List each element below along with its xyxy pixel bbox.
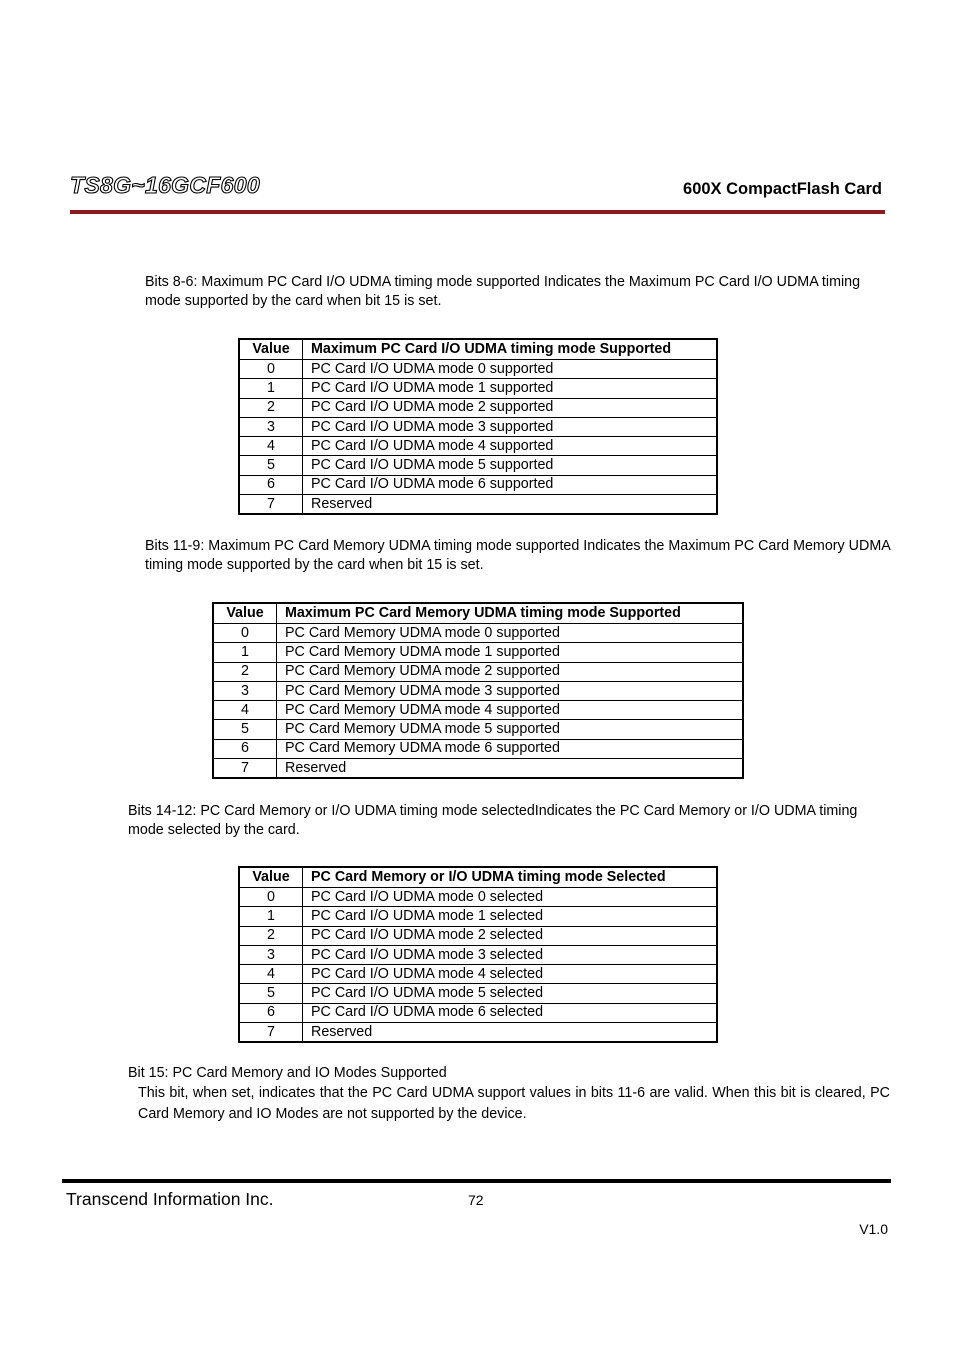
value-cell: 6 bbox=[239, 1003, 303, 1022]
table-row bbox=[239, 475, 717, 494]
value-cell: 1 bbox=[239, 907, 303, 926]
table-row bbox=[239, 1003, 717, 1022]
value-cell: 3 bbox=[239, 945, 303, 964]
value-column-header: Value bbox=[213, 603, 277, 624]
value-cell: 0 bbox=[239, 360, 303, 379]
mode-cell: PC Card I/O UDMA mode 3 selected bbox=[303, 945, 718, 964]
bits-8-6-description: Bits 8-6: Maximum PC Card I/O UDMA timing mode supported Indicates the Maximum PC Card I/O UDMA timing mode supported by the card when bit 15 is set. bbox=[145, 274, 861, 309]
bits-11-9-description: Bits 11-9: Maximum PC Card Memory UDMA timing mode supported Indicates the Maximum PC Card Memory UDMA timing mode supported by the card when bit 15 is set. bbox=[145, 538, 890, 573]
mode-column-header: Maximum PC Card Memory UDMA timing mode Supported bbox=[277, 603, 744, 624]
value-cell: 4 bbox=[239, 965, 303, 984]
table-row bbox=[213, 662, 743, 681]
mode-cell: PC Card Memory UDMA mode 4 supported bbox=[277, 701, 744, 720]
mode-cell: PC Card I/O UDMA mode 5 supported bbox=[303, 456, 718, 475]
table-row bbox=[213, 624, 743, 643]
mode-column-header: PC Card Memory or I/O UDMA timing mode Selected bbox=[303, 867, 718, 888]
mode-cell: PC Card I/O UDMA mode 0 supported bbox=[303, 360, 718, 379]
value-cell: 5 bbox=[239, 456, 303, 475]
value-cell: 0 bbox=[239, 888, 303, 907]
table-row bbox=[239, 360, 717, 379]
udma-selected-table bbox=[238, 866, 718, 1043]
mode-cell: PC Card I/O UDMA mode 1 selected bbox=[303, 907, 718, 926]
value-column-header: Value bbox=[239, 339, 303, 360]
value-cell: 2 bbox=[239, 398, 303, 417]
mode-cell: PC Card I/O UDMA mode 1 supported bbox=[303, 379, 718, 398]
mode-cell: PC Card I/O UDMA mode 2 selected bbox=[303, 926, 718, 945]
header-divider bbox=[70, 210, 885, 214]
mode-cell: PC Card I/O UDMA mode 0 selected bbox=[303, 888, 718, 907]
value-cell: 0 bbox=[213, 624, 277, 643]
table-row bbox=[239, 398, 717, 417]
bit-15-title: Bit 15: PC Card Memory and IO Modes Supported bbox=[128, 1065, 447, 1081]
value-cell: 3 bbox=[239, 417, 303, 436]
bit-15-body: This bit, when set, indicates that the PC Card UDMA support values in bits 11-6 are valid. When this bit is cleared, PC Card Memory and IO Modes are not supported by the device. bbox=[138, 1085, 890, 1122]
mode-cell: Reserved bbox=[303, 495, 718, 515]
value-cell: 3 bbox=[213, 681, 277, 700]
table-header-row bbox=[239, 867, 717, 888]
table-row bbox=[213, 720, 743, 739]
value-cell: 1 bbox=[213, 643, 277, 662]
mode-cell: PC Card Memory UDMA mode 6 supported bbox=[277, 739, 744, 758]
table-row bbox=[213, 739, 743, 758]
mode-cell: PC Card Memory UDMA mode 0 supported bbox=[277, 624, 744, 643]
product-subtitle: 600X CompactFlash Card bbox=[683, 180, 882, 198]
value-cell: 7 bbox=[239, 495, 303, 515]
mode-column-header: Maximum PC Card I/O UDMA timing mode Supported bbox=[303, 339, 718, 360]
value-cell: 2 bbox=[213, 662, 277, 681]
value-cell: 7 bbox=[213, 759, 277, 779]
table-row bbox=[239, 984, 717, 1003]
mode-cell: PC Card I/O UDMA mode 6 selected bbox=[303, 1003, 718, 1022]
table-row bbox=[213, 759, 743, 779]
bits-14-12-description: Bits 14-12: PC Card Memory or I/O UDMA timing mode selectedIndicates the PC Card Memory or I/O UDMA timing mode selected by the card. bbox=[128, 803, 858, 838]
table-header-row bbox=[239, 339, 717, 360]
table-row bbox=[239, 888, 717, 907]
product-title: TS8G~16GCF600 bbox=[70, 172, 260, 198]
mode-cell: PC Card Memory UDMA mode 1 supported bbox=[277, 643, 744, 662]
mode-cell: PC Card I/O UDMA mode 5 selected bbox=[303, 984, 718, 1003]
io-udma-supported-table bbox=[238, 338, 718, 515]
table-row bbox=[239, 379, 717, 398]
footer-divider bbox=[62, 1179, 891, 1183]
table-row bbox=[213, 681, 743, 700]
mode-cell: Reserved bbox=[277, 759, 744, 779]
page-number: 72 bbox=[468, 1192, 484, 1208]
value-cell: 6 bbox=[213, 739, 277, 758]
memory-udma-supported-table bbox=[212, 602, 744, 779]
mode-cell: Reserved bbox=[303, 1023, 718, 1043]
mode-cell: PC Card I/O UDMA mode 4 selected bbox=[303, 965, 718, 984]
value-cell: 5 bbox=[239, 984, 303, 1003]
mode-cell: PC Card I/O UDMA mode 2 supported bbox=[303, 398, 718, 417]
table-row bbox=[239, 437, 717, 456]
table-row bbox=[213, 643, 743, 662]
table-header-row bbox=[213, 603, 743, 624]
value-cell: 7 bbox=[239, 1023, 303, 1043]
table-row bbox=[213, 701, 743, 720]
mode-cell: PC Card Memory UDMA mode 2 supported bbox=[277, 662, 744, 681]
table-row bbox=[239, 456, 717, 475]
footer-company: Transcend Information Inc. bbox=[66, 1189, 274, 1209]
mode-cell: PC Card I/O UDMA mode 6 supported bbox=[303, 475, 718, 494]
value-cell: 4 bbox=[239, 437, 303, 456]
mode-cell: PC Card Memory UDMA mode 5 supported bbox=[277, 720, 744, 739]
table-row bbox=[239, 965, 717, 984]
table-row bbox=[239, 907, 717, 926]
mode-cell: PC Card Memory UDMA mode 3 supported bbox=[277, 681, 744, 700]
table-row bbox=[239, 1023, 717, 1043]
table-row bbox=[239, 495, 717, 515]
mode-cell: PC Card I/O UDMA mode 3 supported bbox=[303, 417, 718, 436]
value-cell: 5 bbox=[213, 720, 277, 739]
document-version: V1.0 bbox=[859, 1221, 888, 1237]
table-row bbox=[239, 417, 717, 436]
value-cell: 6 bbox=[239, 475, 303, 494]
value-column-header: Value bbox=[239, 867, 303, 888]
table-row bbox=[239, 945, 717, 964]
mode-cell: PC Card I/O UDMA mode 4 supported bbox=[303, 437, 718, 456]
value-cell: 4 bbox=[213, 701, 277, 720]
value-cell: 2 bbox=[239, 926, 303, 945]
value-cell: 1 bbox=[239, 379, 303, 398]
table-row bbox=[239, 926, 717, 945]
